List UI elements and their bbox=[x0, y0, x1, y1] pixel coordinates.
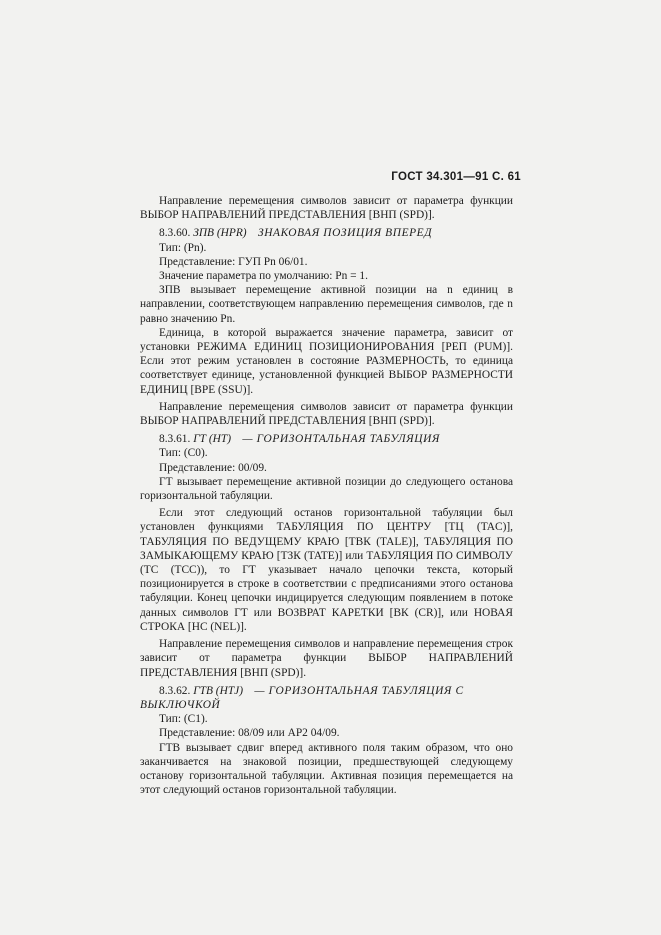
body-paragraph: ГТ вызывает перемещение активной позиции до следующего останова горизонтальной табуляции. bbox=[140, 475, 513, 503]
body-paragraph: Если этот следующий останов горизонтальной табуляции был установлен функциями ТАБУЛЯЦИЯ ПО ЦЕНТРУ [ТЦ (TAC)], ТАБУЛЯЦИЯ ПО ВЕДУЩЕМУ КРАЮ [ТВК (TALE)], ТАБУЛЯЦИЯ ПО ЗАМЫКАЮЩЕМУ КРАЮ [ТЗК (TATE)] или ТАБУЛЯЦИЯ ПО СИМВОЛУ (ТС (TCC)), то ГТ указывает начало цепочки текста, который позиционируется в строке в соответствии с предписаниями этого останова табуляции. Конец цепочки индицируется следующим появлением в потоке данных символов ГТ или ВОЗВРАТ КАРЕТКИ [ВК (CR)], или НОВАЯ СТРОКА [НС (NEL)]. bbox=[140, 507, 513, 633]
body-paragraph: Тип: (C0). bbox=[159, 447, 208, 460]
page-header: ГОСТ 34.301—91 С. 61 bbox=[391, 171, 521, 183]
section-heading bbox=[140, 684, 513, 712]
document-body bbox=[140, 194, 513, 797]
body-paragraph: Значение параметра по умолчанию: Pn = 1. bbox=[159, 270, 368, 283]
section-abbreviation: ГТВ (HTJ) bbox=[193, 684, 244, 697]
section-title: — ГОРИЗОНТАЛЬНАЯ ТАБУЛЯЦИЯ С ВЫКЛЮЧКОЙ bbox=[140, 684, 464, 711]
body-paragraph: ЗПВ вызывает перемещение активной позиции на n единиц в направлении, соответствующем направлению перемещения символов, где n равно значению Pn. bbox=[140, 284, 513, 325]
section-abbreviation: ГТ (HT) bbox=[193, 433, 231, 446]
section-title: ЗНАКОВАЯ ПОЗИЦИЯ ВПЕРЕД bbox=[257, 227, 433, 240]
section-title: — ГОРИЗОНТАЛЬНАЯ ТАБУЛЯЦИЯ bbox=[242, 433, 440, 446]
section-number: 8.3.60. bbox=[159, 227, 191, 240]
section-heading bbox=[140, 432, 513, 446]
body-paragraph: Единица, в которой выражается значение параметра, зависит от установки РЕЖИМА ЕДИНИЦ ПОЗИЦИОНИРОВАНИЯ [РЕП (PUM)]. Если этот режим установлен в состояние РАЗМЕРНОСТЬ, то единица соответствует единице, установленной функцией ВЫБОР РАЗМЕРНОСТИ ЕДИНИЦ [ВРЕ (SSU)]. bbox=[140, 326, 513, 396]
section-number: 8.3.61. bbox=[159, 433, 191, 446]
body-paragraph: Тип: (C1). bbox=[159, 713, 208, 726]
body-paragraph: Представление: 00/09. bbox=[159, 461, 267, 474]
section-heading bbox=[140, 226, 513, 240]
body-paragraph: Представление: 08/09 или АР2 04/09. bbox=[159, 727, 340, 740]
body-paragraph: Направление перемещения символов зависит от параметра функции ВЫБОР НАПРАВЛЕНИЙ ПРЕДСТАВЛЕНИЯ [ВНП (SPD)]. bbox=[140, 400, 513, 428]
section-number: 8.3.62. bbox=[159, 684, 191, 697]
section-abbreviation: ЗПВ (HPR) bbox=[193, 227, 247, 240]
body-paragraph: Направление перемещения символов и направление перемещения строк зависит от параметра функции ВЫБОР НАПРАВЛЕНИЙ ПРЕДСТАВЛЕНИЯ [ВНП (SPD)]. bbox=[140, 638, 513, 679]
body-paragraph: Направление перемещения символов зависит от параметра функции ВЫБОР НАПРАВЛЕНИЙ ПРЕДСТАВЛЕНИЯ [ВНП (SPD)]. bbox=[140, 195, 513, 222]
body-paragraph: ГТВ вызывает сдвиг вперед активного поля таким образом, что оно заканчивается на знаковой позиции, предшествующей следующему останову горизонтальной табуляции. Активная позиция перемещается на этот следующий останов горизонтальной табуляции. bbox=[140, 741, 513, 797]
body-paragraph: Представление: ГУП Pn 06/01. bbox=[159, 255, 308, 268]
body-paragraph: Тип: (Pn). bbox=[159, 241, 207, 254]
